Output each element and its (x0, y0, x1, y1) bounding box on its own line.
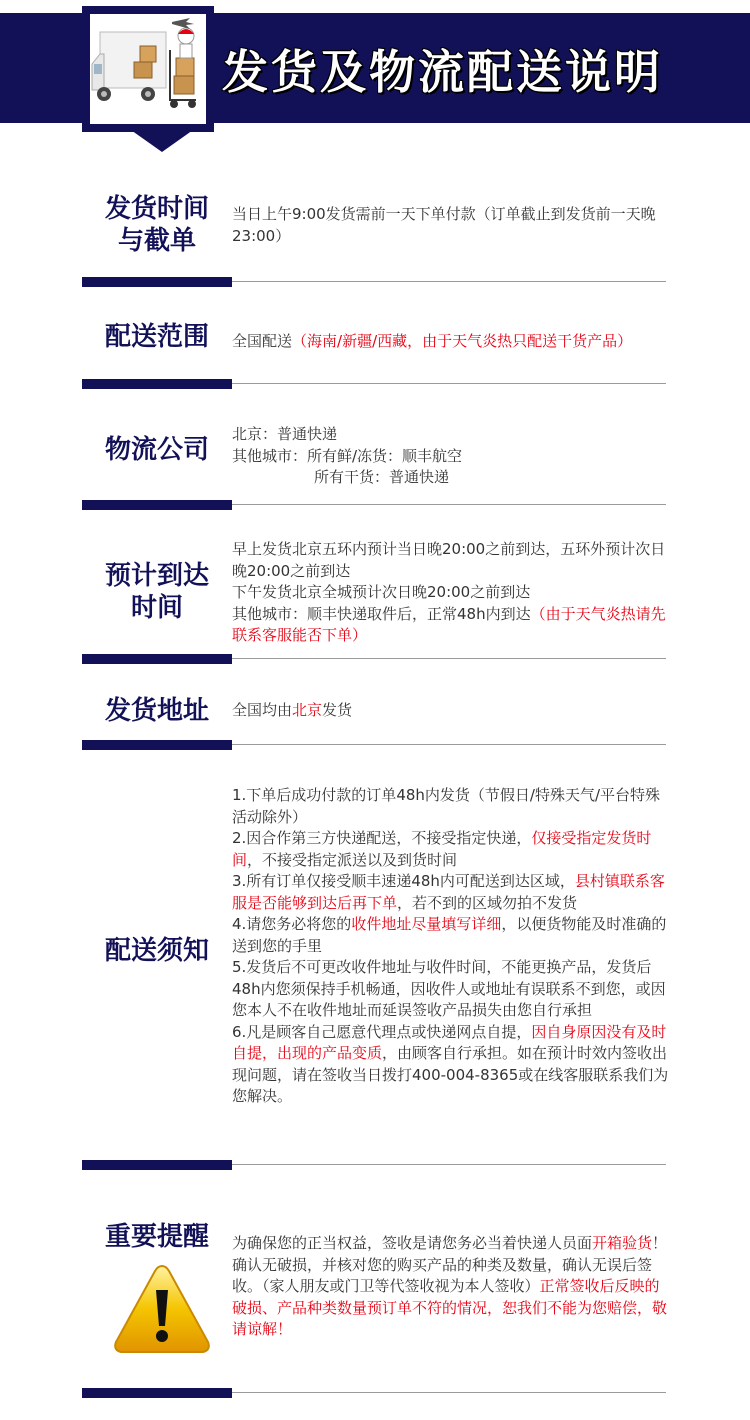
notice-text (232, 785, 672, 1108)
section-label-notice: 配送须知 (104, 936, 209, 966)
delivery-truck-icon (82, 6, 214, 132)
section-label-ship-time: 发货时间 与截单 (104, 194, 209, 256)
notice-item: 4.请您务必将您的收件地址尽量填写详细，以便货物能及时准确的送到您的手里 (232, 915, 667, 955)
company-text: 北京：普通快递 其他城市：所有鲜/冻货：顺丰航空 所有干货：普通快递 (232, 425, 463, 486)
section-label-important: 重要提醒 (104, 1222, 209, 1252)
warning-icon (112, 1262, 212, 1358)
notice-item: 2.因合作第三方快递配送，不接受指定快递，仅接受指定发货时间，不接受指定派送以及到货时间 (232, 829, 652, 869)
section-divider (82, 1388, 666, 1398)
section-divider (82, 1160, 666, 1170)
section-divider (82, 277, 666, 287)
section-label-scope: 配送范围 (104, 322, 209, 352)
scope-text: 全国配送（海南/新疆/西藏，由于天气炎热只配送干货产品） (232, 332, 633, 350)
notice-item: 1.下单后成功付款的订单48h内发货（节假日/特殊天气/平台特殊活动除外） (232, 786, 661, 826)
section-divider (82, 500, 666, 510)
notice-item: 5.发货后不可更改收件地址与收件时间，不能更换产品，发货后48h内您须保持手机畅通，因收件人或地址有误联系不到您，或因您本人不在收件地址而延误签收产品损失由您自行承担 (232, 958, 666, 1019)
scope-note: （海南/新疆/西藏，由于天气炎热只配送干货产品） (292, 332, 633, 350)
section-label-arrival: 预计到达 时间 (104, 561, 209, 623)
section-label-address: 发货地址 (104, 696, 209, 726)
notice-item: 6.凡是顾客自己愿意代理点或快递网点自提，因自身原因没有及时自提，出现的产品变质，由顾客自行承担。如在预计时效内签收出现问题，请在签收当日拨打400-004-8365或在线客服联系我们为您解决。 (232, 1022, 669, 1105)
notice-item: 3.所有订单仅接受顺丰速递48h内可配送到达区域，县村镇联系客服是否能够到达后再下单，若不到的区域勿拍不发货 (232, 872, 665, 912)
section-label-company: 物流公司 (104, 435, 209, 465)
ship-time-text: 当日上午9:00发货需前一天下单付款（订单截止到发货前一天晚23:00） (232, 205, 656, 245)
section-divider (82, 740, 666, 750)
arrival-text: 早上发货北京五环内预计当日晚20:00之前到达，五环外预计次日晚20:00之前到达 下午发货北京全城预计次日晚20:00之前到达 其他城市：顺丰快递取件后，正常48h内到达（由于天气炎热请先联系客服能否下单） (232, 540, 666, 644)
page-header (0, 0, 750, 152)
important-text: 为确保您的正当权益，签收是请您务必当着快递人员面开箱验货！确认无破损，并核对您的购买产品的种类及数量，确认无误后签收。（家人朋友或门卫等代签收视为本人签收）正常签收后反映的破损、产品种类数量预订单不符的情况，恕我们不能为您赔偿，敬请谅解！ (232, 1234, 668, 1338)
section-divider (82, 654, 666, 664)
section-divider (82, 379, 666, 389)
address-text: 全国均由北京发货 (232, 701, 353, 719)
page-title: 发货及物流配送说明 (222, 45, 663, 99)
